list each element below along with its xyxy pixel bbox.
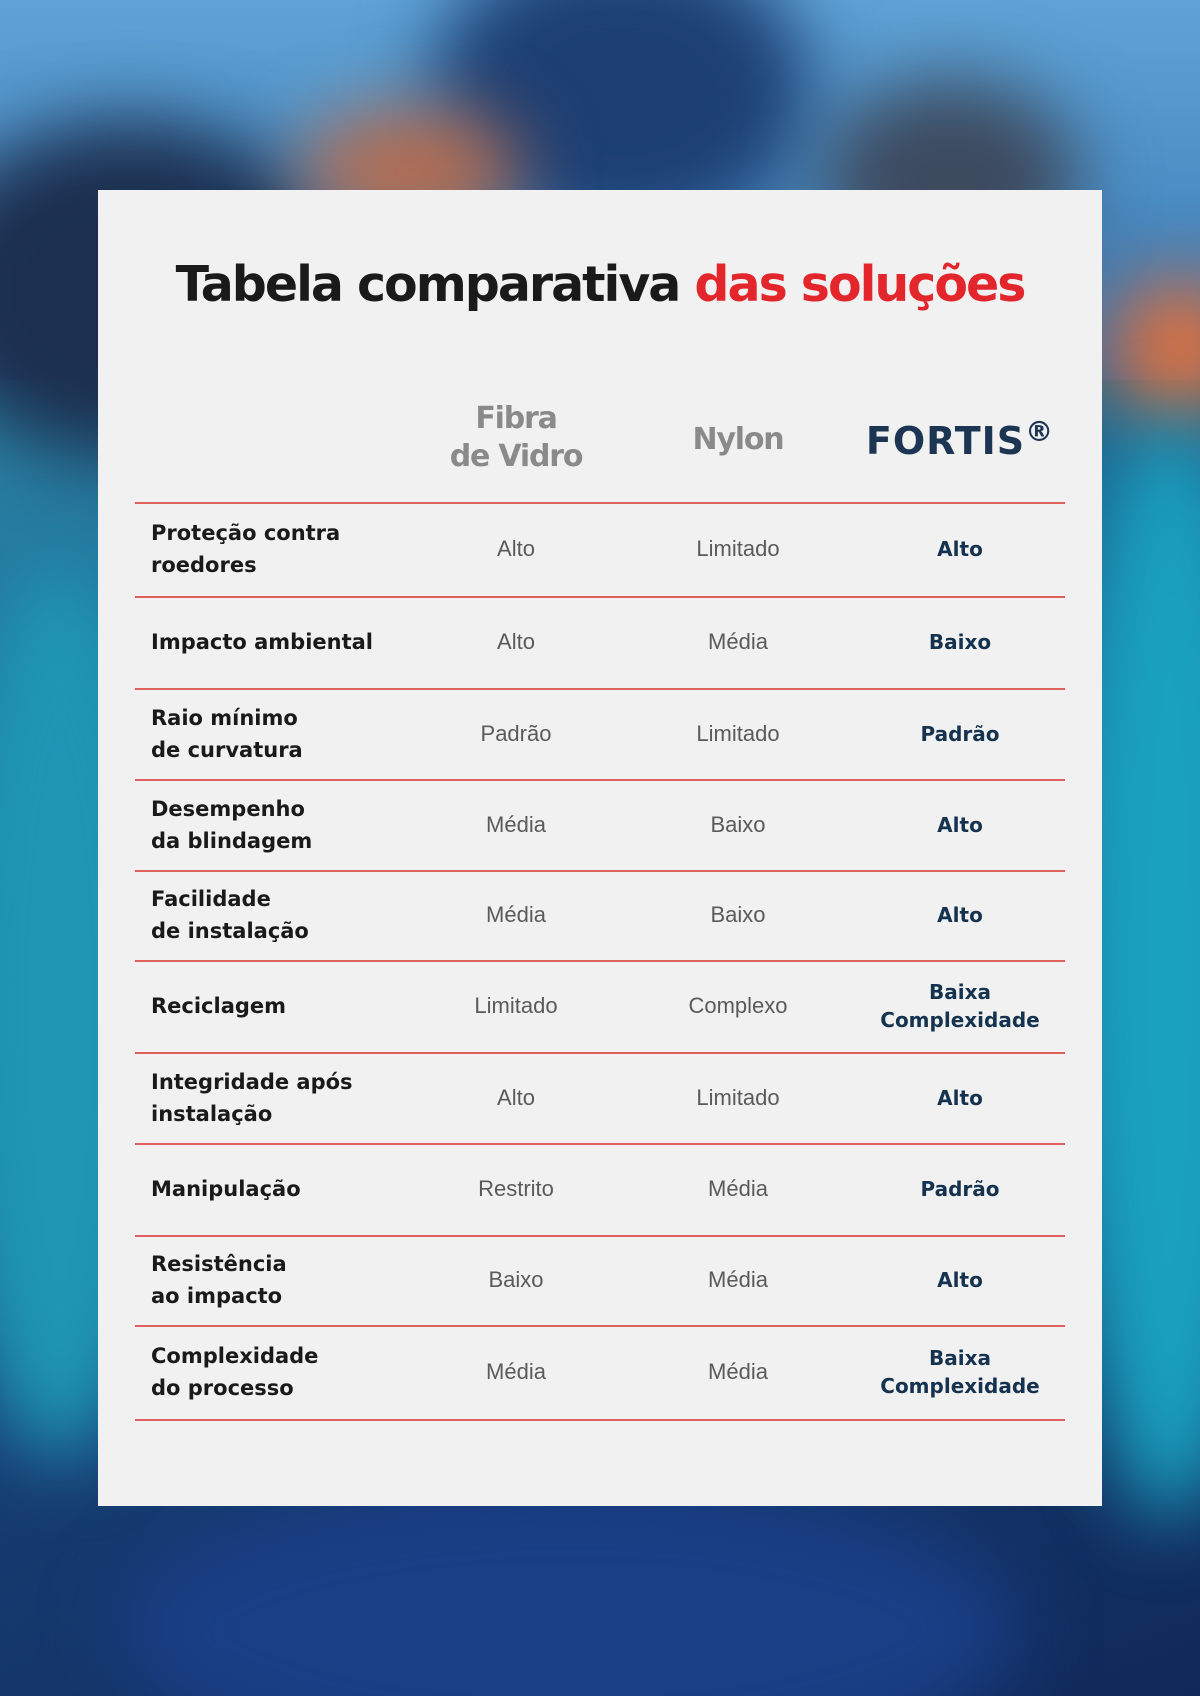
- title-main: Tabela comparativa: [175, 256, 680, 313]
- value-nylon: Média: [708, 629, 768, 654]
- value-fortis: Padrão: [920, 721, 1000, 746]
- value-nylon: Limitado: [696, 536, 780, 561]
- value-fibra: Alto: [497, 629, 535, 654]
- value-nylon: Baixo: [710, 902, 766, 927]
- row-label: Facilidade de instalação: [151, 887, 309, 943]
- column-header-nylon: Nylon: [692, 422, 784, 457]
- title-accent: das soluções: [694, 256, 1025, 313]
- row-label: Reciclagem: [151, 994, 287, 1018]
- value-fortis: Baixa Complexidade: [880, 1346, 1040, 1398]
- row-label: Raio mínimo de curvatura: [151, 705, 303, 762]
- value-fortis: Padrão: [920, 1177, 1000, 1201]
- value-fibra: Baixo: [488, 1267, 544, 1292]
- value-fibra: Média: [486, 1359, 546, 1384]
- value-fortis: Alto: [937, 1268, 983, 1292]
- column-header-fortis: [849, 415, 1071, 463]
- value-fortis: Alto: [937, 903, 983, 927]
- value-nylon: Limitado: [696, 720, 780, 746]
- row-label: Resistência ao impacto: [151, 1252, 287, 1308]
- row-label: Desempenho da blindagem: [151, 796, 313, 853]
- row-label: Proteção contra roedores: [151, 521, 341, 577]
- value-fibra: Média: [486, 902, 546, 927]
- value-fibra: Alto: [497, 1084, 535, 1110]
- value-fibra: Restrito: [478, 1176, 554, 1201]
- row-label: Impacto ambiental: [151, 630, 374, 654]
- value-nylon: Média: [708, 1359, 768, 1384]
- value-nylon: Baixo: [710, 811, 766, 837]
- value-fibra: Alto: [497, 536, 535, 561]
- registered-mark: ®: [1025, 415, 1055, 448]
- value-nylon: Média: [708, 1176, 768, 1201]
- column-header-fibra: Fibra de Vidro: [449, 401, 583, 474]
- value-fortis: Baixa Complexidade: [880, 980, 1040, 1032]
- value-nylon: Média: [708, 1267, 768, 1292]
- value-fortis: Baixo: [928, 630, 992, 654]
- fortis-logo: FORTIS: [865, 419, 1026, 463]
- row-label: Complexidade do processo: [151, 1344, 319, 1400]
- page-title: [0, 256, 1200, 313]
- value-fortis: Alto: [937, 812, 983, 837]
- row-label: Manipulação: [151, 1177, 301, 1201]
- value-fibra: Limitado: [474, 993, 558, 1018]
- value-fibra: Média: [486, 811, 546, 837]
- row-divider: [135, 1419, 1065, 1421]
- value-fortis: Alto: [937, 537, 983, 561]
- row-label: Integridade após instalação: [151, 1069, 353, 1126]
- value-fortis: Alto: [937, 1085, 983, 1110]
- value-fibra: Padrão: [480, 720, 552, 746]
- value-nylon: Complexo: [688, 993, 788, 1018]
- value-nylon: Limitado: [696, 1084, 780, 1110]
